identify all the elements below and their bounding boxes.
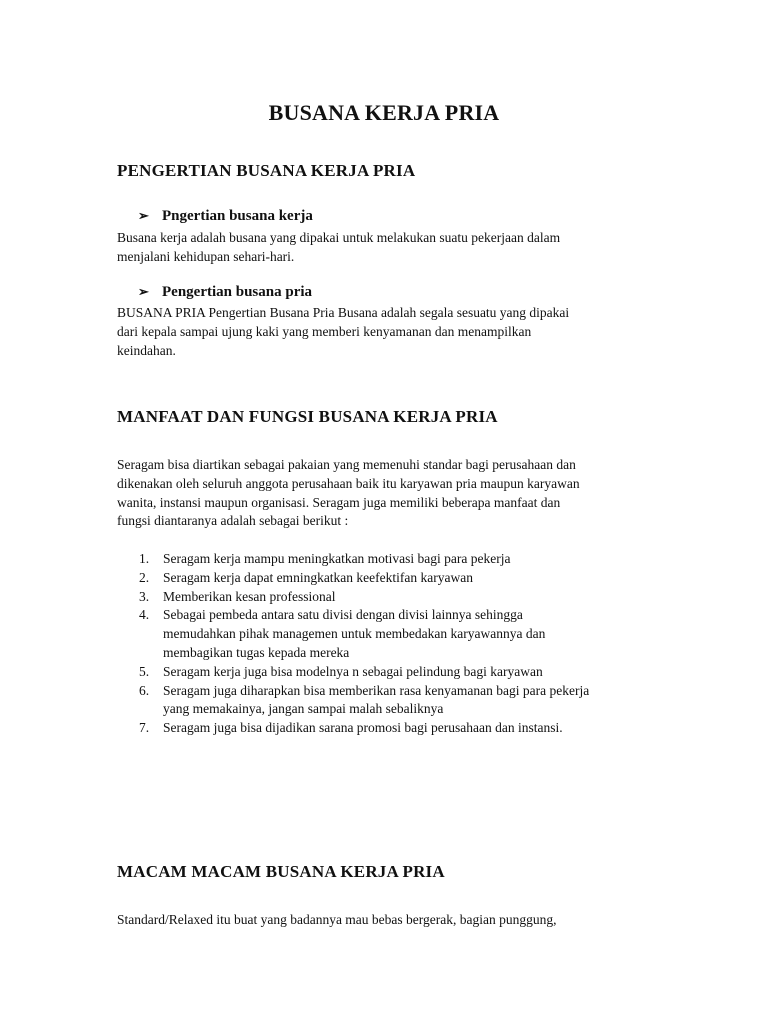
- numbered-list-manfaat: [117, 550, 677, 738]
- list-number: 4.: [139, 607, 150, 623]
- bullet-heading-pengertian-busana-kerja: [138, 208, 313, 225]
- text-line: Memberikan kesan professional: [163, 588, 336, 604]
- text-line: BUSANA PRIA Pengertian Busana Pria Busana adalah segala sesuatu yang dipakai: [117, 305, 570, 320]
- list-item: [117, 719, 677, 738]
- arrow-bullet-icon: ➢: [138, 208, 149, 223]
- paragraph-manfaat-intro: [117, 456, 662, 531]
- text-line: yang memakainya, jangan sampai malah sebaliknya: [163, 701, 444, 717]
- text-line: membagikan tugas kepada mereka: [163, 644, 350, 660]
- list-number: 3.: [139, 588, 150, 604]
- bullet-heading-pengertian-busana-pria: [138, 284, 312, 301]
- list-item: [117, 663, 677, 682]
- list-number: 7.: [139, 720, 150, 736]
- arrow-bullet-icon: ➢: [138, 284, 149, 299]
- bullet-label: Pngertian busana kerja: [162, 208, 313, 224]
- text-line: dikenakan oleh seluruh anggota perusahaan baik itu karyawan pria maupun karyawan: [117, 475, 580, 491]
- text-line: Seragam juga diharapkan bisa memberikan rasa kenyamanan bagi para pekerja: [163, 682, 590, 698]
- text-line: Sebagai pembeda antara satu divisi dengan divisi lainnya sehingga: [163, 607, 523, 623]
- list-number: 6.: [139, 682, 150, 698]
- text-line: Standard/Relaxed itu buat yang badannya mau bebas bergerak, bagian punggung,: [117, 912, 557, 927]
- list-item: [117, 606, 677, 662]
- section-heading-pengertian: PENGERTIAN BUSANA KERJA PRIA: [117, 161, 416, 180]
- text-line: Seragam bisa diartikan sebagai pakaian yang memenuhi standar bagi perusahaan dan: [117, 457, 576, 472]
- paragraph-macam: [117, 911, 662, 930]
- section-heading-macam: MACAM MACAM BUSANA KERJA PRIA: [117, 862, 445, 881]
- list-item: [117, 588, 677, 607]
- text-line: dari kepala sampai ujung kaki yang memberi kenyamanan dan menampilkan: [117, 323, 532, 339]
- paragraph-pengertian-busana-pria: [117, 304, 662, 360]
- text-line: Seragam juga bisa dijadikan sarana promosi bagi perusahaan dan instansi.: [163, 720, 563, 736]
- paragraph-pengertian-busana-kerja: [117, 229, 662, 267]
- list-number: 5.: [139, 663, 150, 679]
- section-heading-manfaat: MANFAAT DAN FUNGSI BUSANA KERJA PRIA: [117, 407, 498, 426]
- list-item: [117, 569, 677, 588]
- text-line: wanita, instansi maupun organisasi. Seragam juga memiliki beberapa manfaat dan: [117, 494, 561, 510]
- text-line: Seragam kerja dapat emningkatkan keefektifan karyawan: [163, 569, 473, 585]
- text-line: memudahkan pihak managemen untuk membedakan karyawannya dan: [163, 626, 546, 642]
- list-item: [117, 682, 677, 720]
- list-number: 2.: [139, 569, 150, 585]
- text-line: keindahan.: [117, 342, 176, 358]
- text-line: Seragam kerja mampu meningkatkan motivasi bagi para pekerja: [163, 551, 511, 566]
- text-line: Busana kerja adalah busana yang dipakai untuk melakukan suatu pekerjaan dalam: [117, 230, 561, 245]
- list-number: 1.: [139, 551, 150, 566]
- text-line: Seragam kerja juga bisa modelnya n sebagai pelindung bagi karyawan: [163, 663, 543, 679]
- bullet-label: Pengertian busana pria: [162, 284, 313, 300]
- text-line: menjalani kehidupan sehari-hari.: [117, 248, 295, 264]
- list-item: [117, 550, 677, 569]
- text-line: fungsi diantaranya adalah sebagai berikut :: [117, 513, 349, 529]
- document-title: BUSANA KERJA PRIA: [268, 100, 500, 125]
